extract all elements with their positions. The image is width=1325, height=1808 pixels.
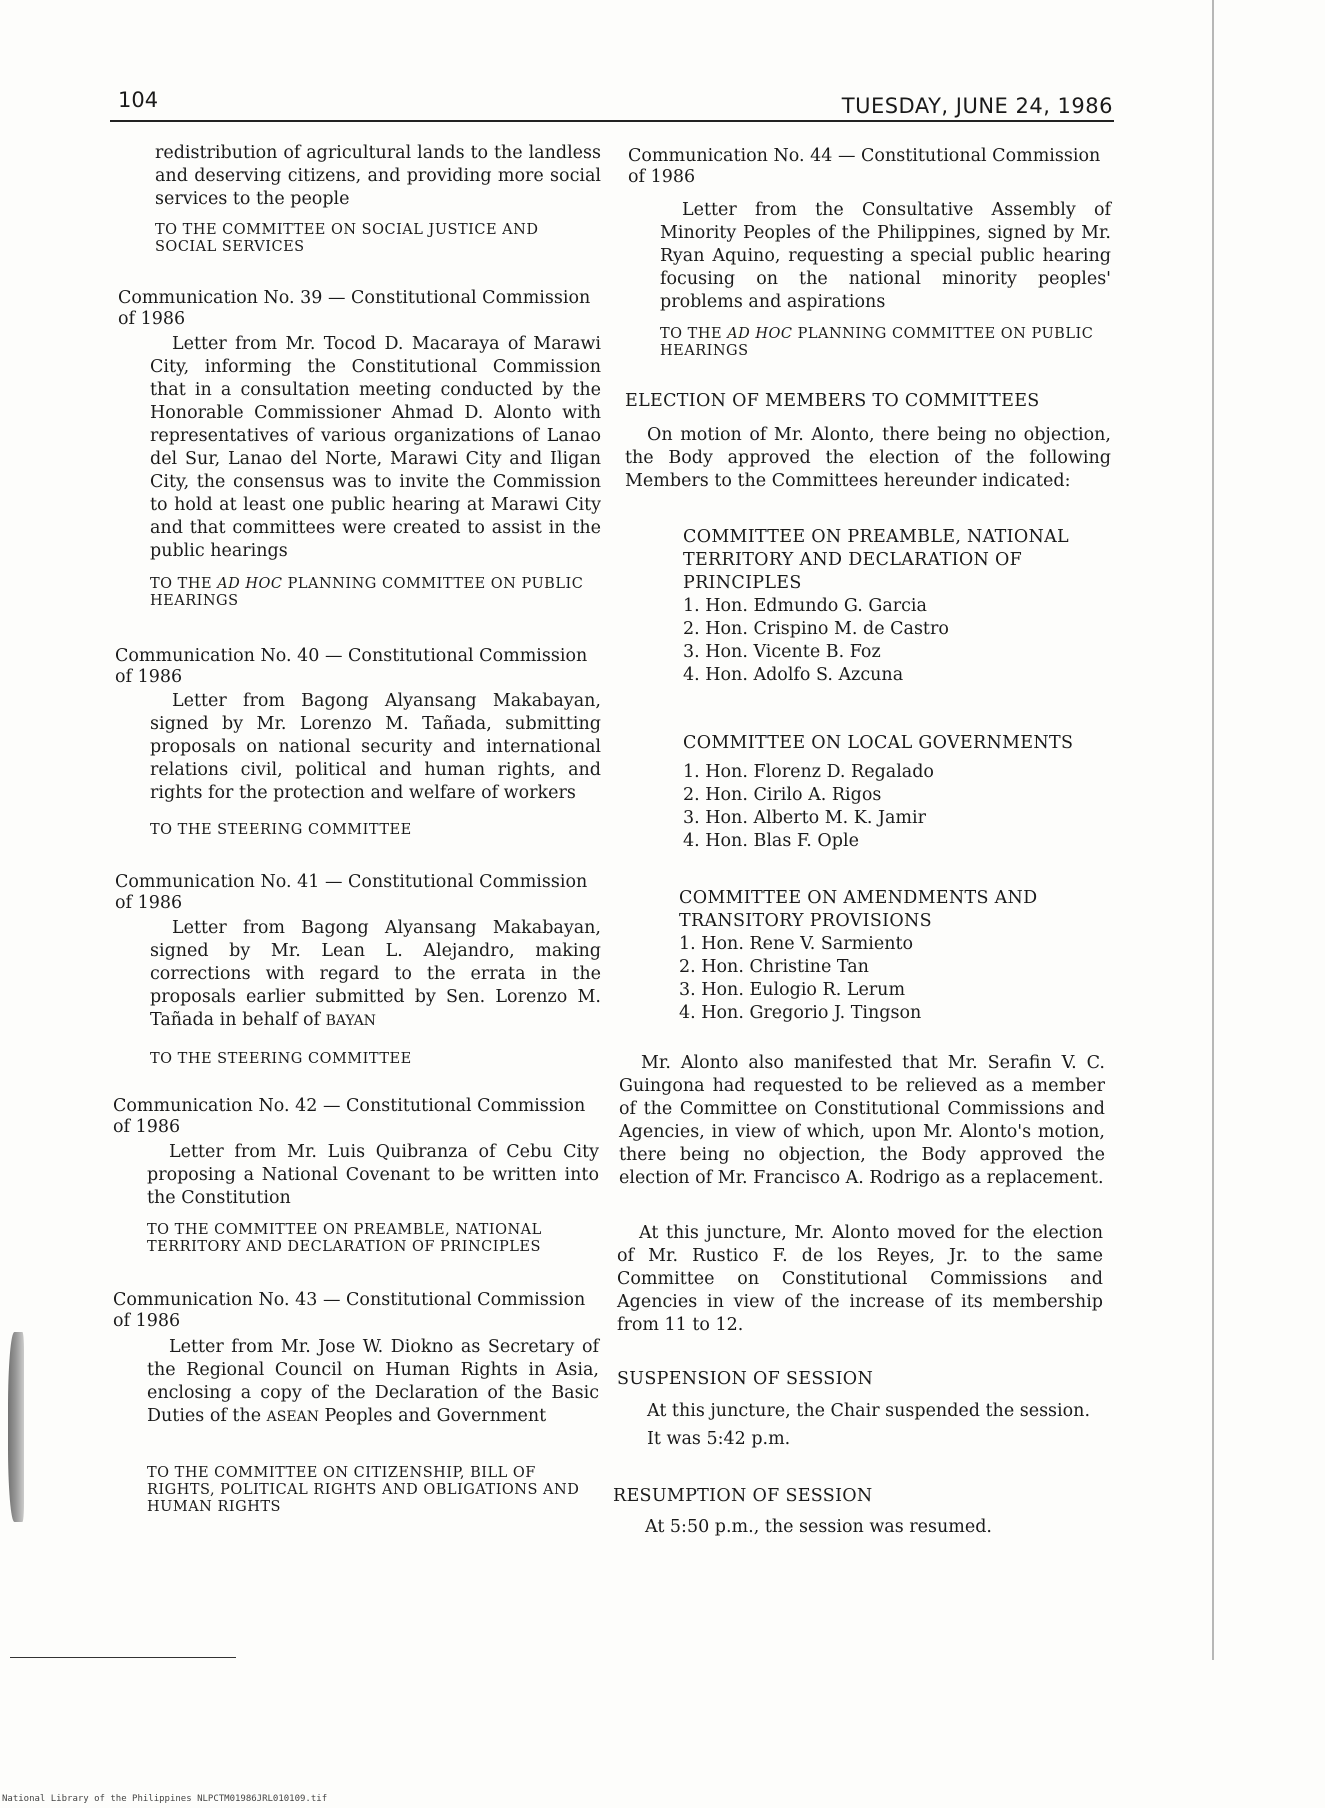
communication-43-heading: Communication No. 43 — Constitutional Commission of 1986	[113, 1290, 586, 1331]
committee-preamble	[683, 526, 1103, 687]
committee-member: 2. Hon. Cirilo A. Rigos	[683, 785, 882, 805]
committee-member: 1. Hon. Rene V. Sarmiento	[679, 934, 914, 954]
communication-43-body: Letter from Mr. Jose W. Diokno as Secretary of the Regional Council on Human Rights in Asia, enclosing a copy of the Declaration of the Basic Duties of the ASEAN Peoples and Government	[147, 1337, 599, 1426]
suspension-body	[647, 1400, 1103, 1451]
committee-member: 3. Hon. Eulogio R. Lerum	[679, 980, 906, 1000]
communication-40-referral: TO THE STEERING COMMITTEE	[150, 822, 412, 838]
election-body: On motion of Mr. Alonto, there being no objection, the Body approved the election of the following Members to the Committees hereunder indicated:	[625, 425, 1111, 491]
replacement-paragraph: Mr. Alonto also manifested that Mr. Serafin V. C. Guingona had requested to be relieved as a member of the Committee on Constitutional Commissions and Agencies, in view of which, upon Mr. Alonto's motion, there being no objection, the Body approved the election of Mr. Francisco A. Rodrigo as a replacement.	[619, 1053, 1105, 1188]
communication-44-body: Letter from the Consultative Assembly of Minority Peoples of the Philippines, signed by Mr. Ryan Aquino, requesting a special public hearing focusing on the national minority peoples' problems and aspirations	[660, 200, 1111, 312]
page-date: TUESDAY, JUNE 24, 1986	[841, 94, 1113, 118]
resumption-heading: RESUMPTION OF SESSION	[613, 1486, 873, 1506]
archive-footer: National Library of the Philippines NLPCTM01986JRL010109.tif	[2, 1794, 328, 1804]
scan-bottom-rule	[10, 1657, 236, 1658]
communication-44-referral: TO THE AD HOC PLANNING COMMITTEE ON PUBLIC HEARINGS	[660, 326, 1094, 359]
committee-member: 3. Hon. Vicente B. Foz	[683, 642, 881, 662]
intro-referral: TO THE COMMITTEE ON SOCIAL JUSTICE AND SOCIAL SERVICES	[155, 222, 539, 255]
communication-41-referral: TO THE STEERING COMMITTEE	[150, 1051, 412, 1067]
committee-member: 1. Hon. Edmundo G. Garcia	[683, 596, 927, 616]
committee-member: 2. Hon. Crispino M. de Castro	[683, 619, 949, 639]
communication-40-heading: Communication No. 40 — Constitutional Commission of 1986	[115, 646, 588, 687]
committee-title: COMMITTEE ON AMENDMENTS AND TRANSITORY PROVISIONS	[679, 888, 1038, 931]
committee-member: 4. Hon. Blas F. Ople	[683, 831, 859, 851]
scan-edge-shadow	[8, 1332, 24, 1522]
resumption-body: At 5:50 p.m., the session was resumed.	[645, 1517, 992, 1537]
committee-member: 2. Hon. Christine Tan	[679, 957, 869, 977]
communication-43-referral: TO THE COMMITTEE ON CITIZENSHIP, BILL OF RIGHTS, POLITICAL RIGHTS AND OBLIGATIONS AND HUMAN RIGHTS	[147, 1465, 580, 1515]
suspension-heading: SUSPENSION OF SESSION	[617, 1369, 874, 1389]
committee-member: 3. Hon. Alberto M. K. Jamir	[683, 808, 926, 828]
suspension-time: It was 5:42 p.m.	[647, 1429, 791, 1449]
communication-42-body: Letter from Mr. Luis Quibranza of Cebu City proposing a National Covenant to be written into the Constitution	[147, 1142, 599, 1208]
suspension-text: At this juncture, the Chair suspended the session.	[647, 1401, 1091, 1421]
committee-title: COMMITTEE ON LOCAL GOVERNMENTS	[683, 733, 1074, 753]
committee-amendments	[679, 887, 1099, 1025]
page-number: 104	[118, 88, 159, 112]
communication-41-heading: Communication No. 41 — Constitutional Commission of 1986	[115, 872, 588, 913]
header-rule	[110, 120, 1114, 122]
committee-member: 4. Hon. Adolfo S. Azcuna	[683, 665, 904, 685]
communication-39-heading: Communication No. 39 — Constitutional Commission of 1986	[118, 288, 591, 329]
committee-title: COMMITTEE ON PREAMBLE, NATIONAL TERRITORY AND DECLARATION OF PRINCIPLES	[683, 527, 1069, 593]
intro-paragraph: redistribution of agricultural lands to the landless and deserving citizens, and providing more social services to the people	[155, 143, 601, 209]
committee-member: 4. Hon. Gregorio J. Tingson	[679, 1003, 922, 1023]
election-heading: ELECTION OF MEMBERS TO COMMITTEES	[625, 391, 1040, 411]
additional-election-paragraph: At this juncture, Mr. Alonto moved for the election of Mr. Rustico F. de los Reyes, Jr. to the same Committee on Constitutional Commissions and Agencies in view of the increase of its membership from 11 to 12.	[617, 1223, 1103, 1335]
communication-42-referral: TO THE COMMITTEE ON PREAMBLE, NATIONAL TERRITORY AND DECLARATION OF PRINCIPLES	[147, 1222, 542, 1255]
communication-39-body: Letter from Mr. Tocod D. Macaraya of Marawi City, informing the Constitutional Commission that in a consultation meeting conducted by the Honorable Commissioner Ahmad D. Alonto with representatives of various organizations of Lanao del Sur, Lanao del Norte, Marawi City and Iligan City, the consensus was to invite the Commission to hold at least one public hearing at Marawi City and that committees were created to assist in the public hearings	[150, 334, 601, 561]
communication-44-heading: Communication No. 44 — Constitutional Commission of 1986	[628, 146, 1101, 187]
communication-40-body: Letter from Bagong Alyansang Makabayan, signed by Mr. Lorenzo M. Tañada, submitting proposals on national security and international relations civil, political and human rights, and rights for the protection and welfare of workers	[150, 691, 601, 803]
communication-41-body: Letter from Bagong Alyansang Makabayan, signed by Mr. Lean L. Alejandro, making corrections with regard to the errata in the proposals earlier submitted by Sen. Lorenzo M. Tañada in behalf of BAYAN	[150, 918, 601, 1030]
scan-right-edge	[1212, 0, 1214, 1660]
communication-39-referral: TO THE AD HOC PLANNING COMMITTEE ON PUBLIC HEARINGS	[150, 576, 584, 609]
communication-42-heading: Communication No. 42 — Constitutional Commission of 1986	[113, 1096, 586, 1137]
committee-local-governments	[683, 732, 1103, 853]
committee-member: 1. Hon. Florenz D. Regalado	[683, 762, 934, 782]
